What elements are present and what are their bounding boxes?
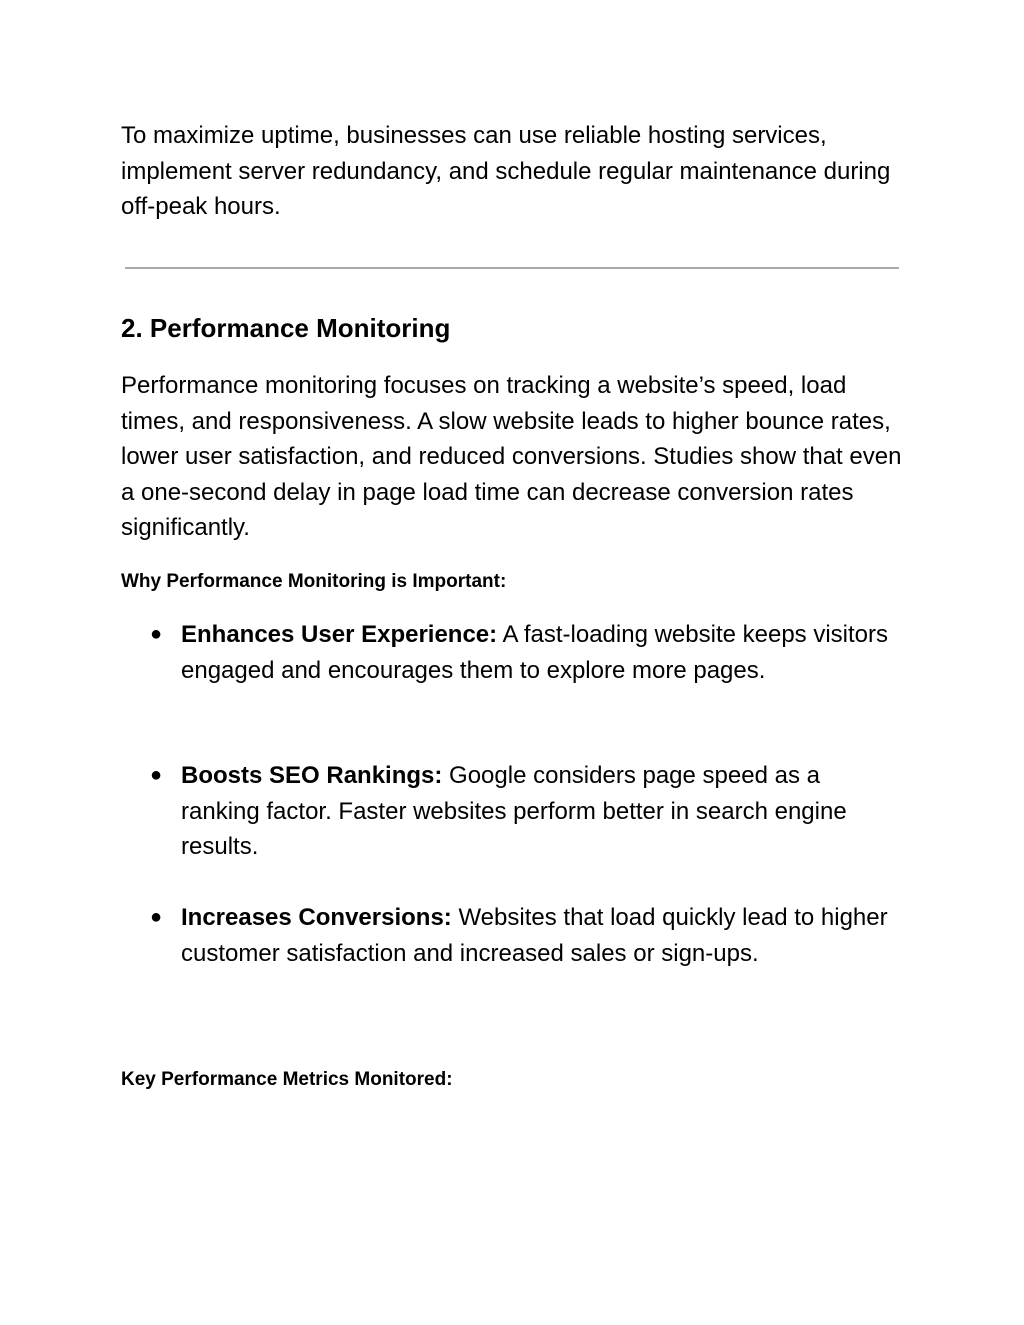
bullet-item-user-experience: [150, 617, 890, 688]
key-metrics-subheading: Key Performance Metrics Monitored:: [121, 1069, 453, 1090]
bullet-marker: ●: [150, 623, 163, 645]
section-body-paragraph: Performance monitoring focuses on tracking a website’s speed, load times, and responsiveness. A slow website leads to higher bounce rates, lower user satisfaction, and reduced conversions. Studies show that even a one-second delay in page load time can decrease conversion rates significantly.: [121, 372, 902, 541]
bullet-description: Websites that load quickly lead to higher customer satisfaction and increased sales or sign-ups.: [181, 904, 888, 967]
horizontal-divider: [125, 267, 899, 269]
why-important-subheading: Why Performance Monitoring is Important:: [121, 571, 507, 592]
bullet-marker: ●: [150, 906, 163, 928]
bullet-term: Increases Conversions:: [181, 904, 452, 931]
bullet-term: Boosts SEO Rankings:: [181, 762, 443, 789]
bullet-text-container: [181, 900, 890, 971]
bullet-description: Google considers page speed as a ranking factor. Faster websites perform better in search engine results.: [181, 762, 847, 860]
bullet-marker: ●: [150, 764, 163, 786]
intro-paragraph: To maximize uptime, businesses can use reliable hosting services, implement server redundancy, and schedule regular maintenance during off-peak hours.: [121, 122, 891, 220]
bullet-item-conversions: [150, 900, 890, 971]
section-heading: 2. Performance Monitoring: [121, 313, 451, 343]
bullet-text-container: [181, 617, 890, 688]
bullet-term: Enhances User Experience:: [181, 621, 498, 648]
bullet-item-seo-rankings: [150, 758, 890, 865]
bullet-text-container: [181, 758, 890, 865]
bullet-description: A fast-loading website keeps visitors engaged and encourages them to explore more pages.: [181, 621, 889, 684]
